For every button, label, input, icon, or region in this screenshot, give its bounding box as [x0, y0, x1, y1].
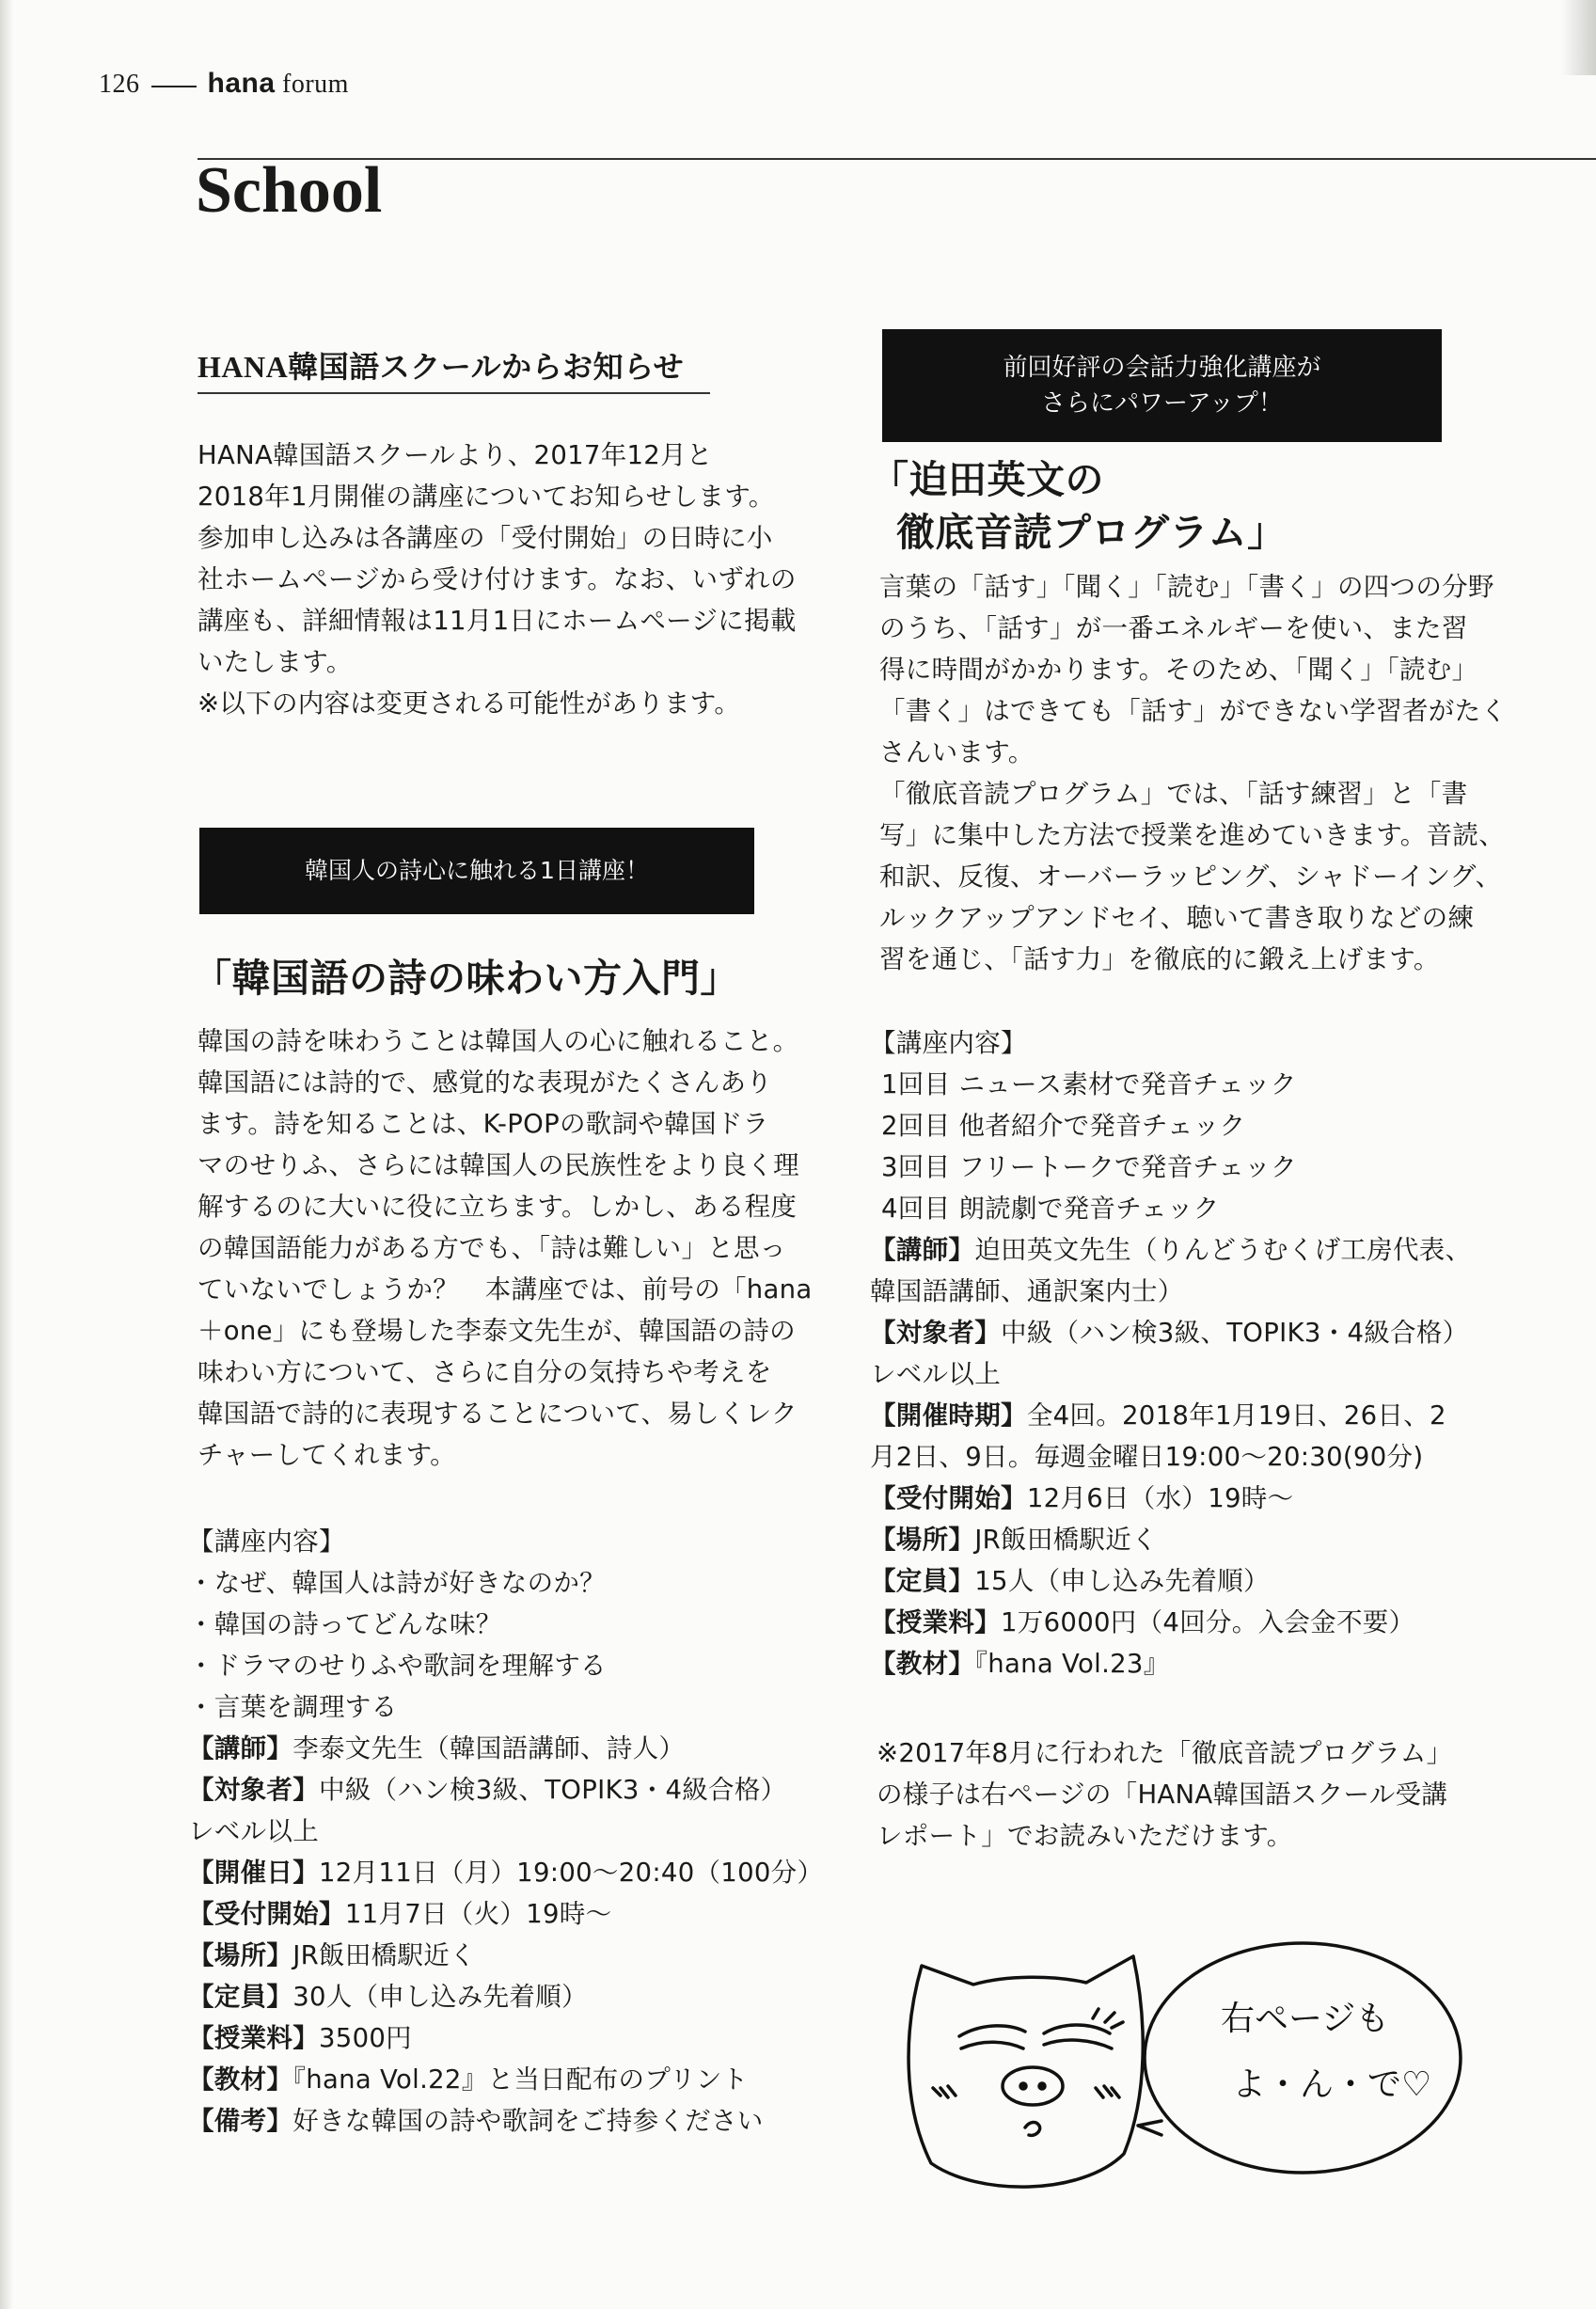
course1-detail: 【開催日】12月11日（月）19:00～20:40（100分）	[188, 1858, 824, 1888]
course2-detail: 韓国語講師、通訳案内士）	[870, 1276, 1184, 1306]
course2-detail: 月2日、9日。毎週金曜日19:00～20:30(90分)	[870, 1442, 1424, 1472]
notice-line: HANA韓国語スクールより、2017年12月と	[198, 440, 713, 470]
course2-content-item: 2回目 他者紹介で発音チェック	[881, 1111, 1246, 1141]
course1-banner-text: 韓国人の詩心に触れる1日講座！	[305, 857, 649, 884]
course2-title-line: 「迫田英文の	[870, 457, 1104, 502]
brand-name: hana	[207, 68, 276, 99]
course2-detail: 【講師】迫田英文先生（りんどうむくげ工房代表、	[870, 1235, 1472, 1265]
course2-intro-line: 「徹底音読プログラム」では、「話す練習」と「書	[879, 779, 1468, 809]
notice-body	[198, 435, 797, 724]
notice-line: ※以下の内容は変更される可能性があります。	[198, 688, 741, 719]
course1-detail: 【定員】30人（申し込み先着順）	[188, 1982, 588, 2012]
course1-title: 「韓国語の詩の味わい方入門」	[193, 956, 739, 1001]
course2-intro-line: 写」に集中した方法で授業を進めていきます。音読、	[879, 820, 1505, 850]
scan-edge	[0, 0, 13, 2309]
course1-intro-line: 解するのに大いに役に立ちます。しかし、ある程度	[198, 1192, 798, 1222]
course2-intro	[879, 566, 1507, 980]
notice-line: 社ホームページから受け付けます。なお、いずれの	[198, 564, 797, 594]
course2-note-line: レポート」でお読みいただけます。	[877, 1821, 1293, 1851]
course1-banner	[199, 828, 754, 914]
course1-detail: 【場所】JR飯田橋駅近く	[188, 1940, 476, 1970]
course2-detail: 【定員】15人（申し込み先着順）	[870, 1566, 1270, 1596]
course1-detail: 【講師】李泰文先生（韓国語講師、詩人）	[188, 1733, 686, 1763]
course1-detail: 【備考】好きな韓国の詩や歌詞をご持参ください	[188, 2106, 764, 2136]
cat-nose-icon	[1003, 2067, 1063, 2105]
course1-info	[188, 1521, 823, 2142]
course1-content-item: ・韓国の詩ってどんな味？	[188, 1609, 502, 1639]
course1-detail: 【対象者】中級（ハン検3級、TOPIK3・4級合格）	[188, 1775, 787, 1805]
running-head	[99, 68, 349, 100]
course2-intro-line: さんいます。	[879, 737, 1035, 767]
course2-intro-line: 言葉の「話す」「聞く」「読む」「書く」の四つの分野	[879, 572, 1494, 602]
notice-line: 参加申し込みは各講座の「受付開始」の日時に小	[198, 523, 773, 553]
course1-detail: レベル以上	[188, 1816, 319, 1846]
course1-intro-line: チャーしてくれます。	[198, 1440, 456, 1470]
speech-bubble-icon	[1145, 1943, 1461, 2173]
header-rule	[198, 158, 1596, 160]
course1-intro	[198, 1020, 813, 1476]
course1-detail: 【授業料】3500円	[188, 2023, 412, 2053]
course2-detail: レベル以上	[870, 1359, 1001, 1389]
running-head-dash	[151, 86, 197, 87]
course2-banner-line: 前回好評の会話力強化講座が	[1003, 354, 1321, 382]
cat-head-icon	[909, 1956, 1143, 2187]
course2-intro-line: 「書く」はできても「話す」ができない学習者がたく	[879, 696, 1508, 726]
course2-note-line: ※2017年8月に行われた「徹底音読プログラム」	[877, 1738, 1453, 1768]
scan-edge-right	[1561, 0, 1596, 75]
course2-intro-line: 習を通じ、「話す力」を徹底的に鍛え上げます。	[879, 944, 1440, 974]
notice-line: 2018年1月開催の講座についてお知らせします。	[198, 482, 775, 512]
course2-title-line: 徹底音読プログラム」	[896, 510, 1287, 555]
course1-intro-line: ＋one」にも登場した李泰文先生が、韓国語の詩の	[198, 1316, 796, 1346]
notice-heading: HANA韓国語スクールからお知らせ	[198, 350, 685, 384]
course2-detail: 【授業料】1万6000円（4回分。入会金不要）	[870, 1607, 1415, 1637]
course1-detail: 【教材】『hana Vol.22』と当日配布のプリント	[188, 2064, 749, 2095]
course1-detail: 【受付開始】11月7日（火）19時～	[188, 1899, 612, 1929]
course1-intro-line: 韓国の詩を味わうことは韓国人の心に触れること。	[198, 1026, 799, 1056]
course1-contents-label: 【講座内容】	[188, 1526, 345, 1557]
course2-contents-label: 【講座内容】	[870, 1028, 1027, 1058]
course1-intro-line: マのせりふ、さらには韓国人の民族性をより良く理	[198, 1150, 799, 1180]
course1-intro-line: 韓国語で詩的に表現することについて、易しくレク	[198, 1399, 798, 1429]
course2-info	[870, 1022, 1471, 1684]
course1-intro-line: ます。詩を知ることは、K-POPの歌詞や韓国ドラ	[198, 1109, 769, 1139]
course2-intro-line: ルックアップアンドセイ、聴いて書き取りなどの練	[879, 903, 1475, 933]
course2-title	[870, 453, 1287, 559]
course2-intro-line: のうち、「話す」が一番エネルギーを使い、また習	[879, 613, 1468, 643]
course2-intro-line: 得に時間がかかります。そのため、「聞く」「読む」	[879, 655, 1478, 685]
speech-line-2: よ・ん・で♡	[1232, 2065, 1432, 2104]
page-number: 126	[99, 70, 140, 99]
course2-note	[877, 1732, 1452, 1857]
course2-detail: 【場所】JR飯田橋駅近く	[870, 1525, 1158, 1555]
course1-content-item: ・ドラマのせりふや歌詞を理解する	[188, 1651, 607, 1681]
course1-intro-line: 味わい方について、さらに自分の気持ちや考えを	[198, 1357, 772, 1387]
course2-detail: 【開催時期】全4回。2018年1月19日、26日、2	[870, 1400, 1446, 1431]
course1-content-item: ・なぜ、韓国人は詩が好きなのか？	[188, 1568, 606, 1598]
course2-note-line: の様子は右ページの「HANA韓国語スクール受講	[877, 1779, 1448, 1810]
course1-intro-line: ていないでしょうか？ 本講座では、前号の「hana	[198, 1274, 813, 1305]
notice-line: 講座も、詳細情報は11月1日にホームページに掲載	[198, 606, 797, 636]
notice-rule	[198, 392, 710, 394]
section-name: forum	[282, 70, 349, 99]
course2-content-item: 1回目 ニュース素材で発音チェック	[881, 1069, 1297, 1099]
course2-detail: 【対象者】中級（ハン検3級、TOPIK3・4級合格）	[870, 1318, 1469, 1348]
speech-line-1: 右ページも	[1221, 2000, 1390, 2038]
course1-content-item: ・言葉を調理する	[188, 1692, 398, 1722]
course2-content-item: 4回目 朗読劇で発音チェック	[881, 1194, 1220, 1224]
section-title: School	[196, 154, 383, 227]
course2-detail: 【教材】『hana Vol.23』	[870, 1649, 1170, 1679]
course2-content-item: 3回目 フリートークで発音チェック	[881, 1152, 1297, 1182]
course2-detail: 【受付開始】12月6日（水）19時～	[870, 1483, 1294, 1513]
course1-intro-line: 韓国語には詩的で、感覚的な表現がたくさんあり	[198, 1068, 773, 1098]
course2-banner-line: さらにパワーアップ！	[1041, 389, 1283, 418]
notice-line: いたします。	[198, 647, 353, 677]
course1-intro-line: の韓国語能力がある方でも、「詩は難しい」と思っ	[198, 1233, 786, 1263]
course2-banner	[882, 329, 1442, 442]
cat-illustration	[893, 1928, 1477, 2201]
course2-intro-line: 和訳、反復、オーバーラッピング、シャドーイング、	[879, 862, 1502, 892]
